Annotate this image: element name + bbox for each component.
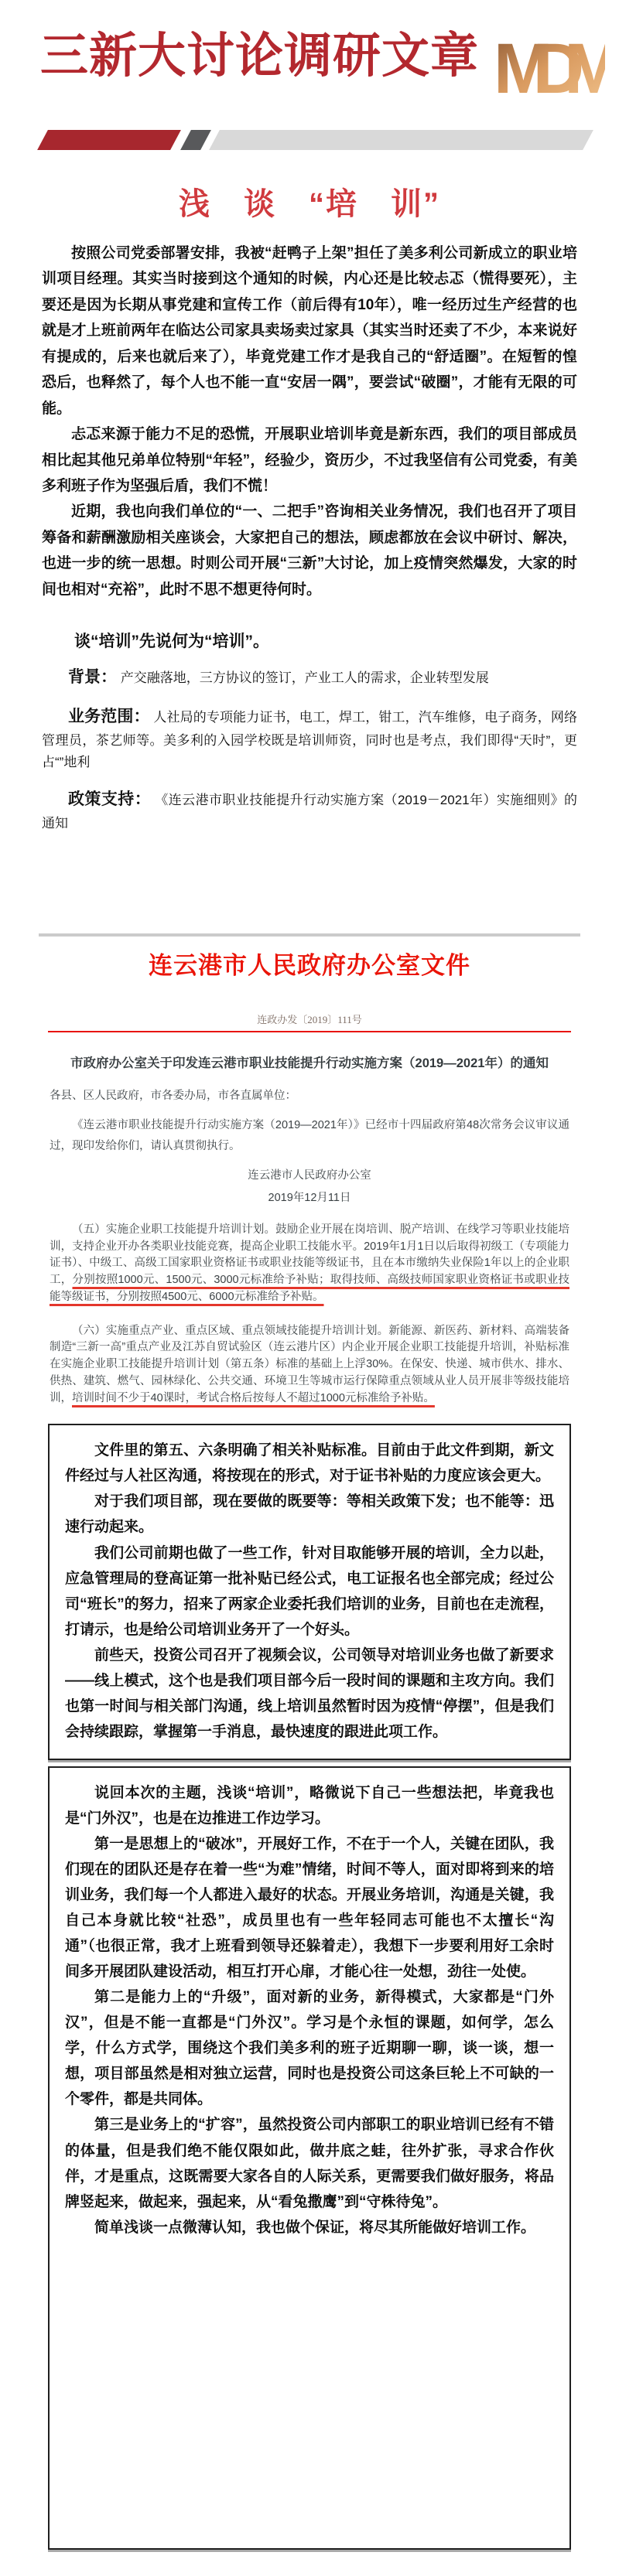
clause-6-underlined-text: 培训时间不少于40课时，考试合格后按每人不超过1000元标准给予补贴。 [72, 1391, 435, 1404]
gov-doc-body: 《连云港市职业技能提升行动实施方案（2019—2021年）》已经市十四届政府第48次常务会议审议通过，现印发给你们，请认真贯彻执行。 [50, 1119, 569, 1152]
article-title: 浅 谈 “培 训” [179, 187, 440, 221]
commentary-box-1 [48, 1424, 571, 1760]
article-paragraph: 忐忑来源于能力不足的恐慌，开展职业培训毕竟是新东西，我们的项目部成员相比起其他兄弟单位特别“年轻”，经验少，资历少，不过我坚信有公司党委，有美多利班子作为坚强后盾，我们不慌！ [42, 426, 577, 494]
gov-doc-date: 2019年12月11日 [268, 1191, 351, 1204]
business-scope-text: 人社局的专项能力证书，电工，焊工，钳工，汽车维修，电子商务，网络管理员，茶艺师等。美多利的入园学校既是培训师资，同时也是考点，我们即得“天时”，更占“”地利 [42, 709, 577, 770]
light-bar-segment [209, 130, 593, 150]
commentary-paragraph: 说回本次的主题，浅谈“培训”，略微说下自己一些想法把，毕竟我也是“门外汉”，也是在边推进工作边学习。 [65, 1784, 554, 1827]
article-body [42, 241, 577, 834]
clause-5-text: （五）实施企业职工技能提升培训计划。鼓励企业开展在岗培训、脱产培训、在线学习等职业技能培训，支持企业开办各类职业技能竞赛，提高企业职工技能水平。2019年1月1日以后取得初级工（专项能力证书）、中级工、高级工国家职业资格证书或职业技能等级证书，且在本市缴纳失业保险1年以上的企业职工， [50, 1223, 569, 1287]
commentary-box-2 [48, 1766, 571, 2550]
masthead-title: 三新大讨论调研文章 [40, 29, 480, 83]
decorative-bar [43, 130, 588, 150]
gov-doc-clause-6 [50, 1323, 569, 1407]
masthead [0, 0, 619, 118]
commentary-paragraph: 前些天，投资公司召开了视频会议，公司领导对培训业务也做了新要求——线上模式，这个也是我们项目部今后一段时间的课题和主攻方向。我们也第一时间与相关部门沟通，线上培训虽然暂时因为疫情“停摆”，但是我们会持续跟踪，掌握第一手消息，最快速度的跟进此项工作。 [65, 1646, 554, 1740]
government-document [39, 933, 580, 1407]
red-rule [48, 1031, 571, 1032]
policy-support-text: 《连云港市职业技能提升行动实施方案（2019－2021年）实施细则》的通知 [42, 792, 578, 831]
commentary-paragraph: 第三是业务上的“扩容”，虽然投资公司内部职工的职业培训已经有不错的体量，但是我们绝不能仅限如此，做井底之蛙，往外扩张，寻求合作伙伴，才是重点，这既需要大家各自的人际关系，更需要我们做好服务，将品牌竖起来，做起来，强起来，从“看兔撒鹰”到“守株待兔”。 [65, 2117, 554, 2210]
gov-doc-number: 连政办发〔2019〕111号 [257, 1014, 362, 1026]
section-heading: 谈“培训”先说何为“培训”。 [74, 633, 269, 651]
gov-doc-signer: 连云港市人民政府办公室 [248, 1169, 371, 1182]
commentary-paragraph: 简单浅谈一点微薄认知，我也做个保证，将尽其所能做好培训工作。 [94, 2219, 536, 2236]
policy-support-line [42, 786, 577, 835]
clause-6-text: （六）实施重点产业、重点区域、重点领域技能提升培训计划。新能源、新医药、新材料、高端装备制造“三新一高”重点产业及江苏自贸试验区（连云港片区）内企业开展企业职工技能提升培训，补贴标准在实施企业职工技能提升培训计划（第五条）标准的基础上上浮30%。在保安、快递、城市供水、排水、供热、建筑、燃气、园林绿化、公共交通、环境卫生等城市运行保障重点领域从业人员开展非等级技能培训， [50, 1324, 569, 1404]
brand-monogram-logo-icon [491, 22, 605, 107]
business-scope-label: 业务范围： [68, 707, 150, 725]
red-bar-segment [37, 130, 181, 150]
gov-doc-header: 连云港市人民政府办公室文件 [149, 952, 470, 980]
policy-support-label: 政策支持： [68, 790, 152, 808]
logo-letters: MDM [494, 29, 604, 107]
dark-bar-segment [180, 130, 211, 150]
gov-doc-clause-5 [50, 1222, 569, 1306]
background-line [42, 664, 577, 691]
commentary-paragraph: 第二是能力上的“升级”，面对新的业务，新得模式，大家都是“门外汉”，但是不能一直都是“门外汉”。学习是个永恒的课题，如何学，怎么学，什么方式学，围绕这个我们美多利的班子近期聊一聊，谈一谈，想一想，项目部虽然是相对独立运营，同时也是投资公司这条巨轮上不可缺的一个零件，都是共同体。 [65, 1989, 554, 2108]
commentary-paragraph: 对于我们项目部，现在要做的既要等：等相关政策下发；也不能等：迅速行动起来。 [65, 1493, 554, 1536]
commentary-paragraph: 第一是思想上的“破冰”，开展好工作，不在于一个人，关键在团队，我们现在的团队还是存在着一些“为难”情绪，时间不等人，面对即将到来的培训业务，我们每一个人都进入最好的状态。开展业务培训，沟通是关键，我自己本身就比较“社恐”，成员里也有一些年轻同志可能也不太擅长“沟通”（也很正常，我才上班看到领导还躲着走），我想下一步要利用好工余时间多开展团队建设活动，相互打开心扉，才能心往一处想，劲往一处使。 [65, 1835, 554, 1981]
bottom-margin [0, 2550, 619, 2576]
gov-doc-salutation: 各县、区人民政府，市各委办局，市各直属单位： [50, 1090, 296, 1103]
commentary-paragraph: 我们公司前期也做了一些工作，针对目取能够开展的培训，全力以赴，应急管理局的登高证第一批补贴已经公式，电工证报名也全部完成；经过公司“班长”的努力，招来了两家企业委托我们培训的业务，目前也在走流程，打请示，也是给公司培训业务开了一个好头。 [65, 1544, 554, 1638]
article-paragraph: 按照公司党委部署安排，我被“赶鸭子上架”担任了美多利公司新成立的职业培训项目经理。其实当时接到这个通知的时候，内心还是比较忐忑（慌得要死），主要还是因为长期从事党建和宣传工作（前后得有10年），唯一经历过生产经营的也就是才上班前两年在临达公司家具卖场卖过家具（其实当时还卖了不少，本来说好有提成的，后来也就后来了），毕竟党建工作才是我自己的“舒适圈”。在短暂的惶恐后，也释然了，每个人也不能一直“安居一隅”，要尝试“破圈”，才能有无限的可能。 [42, 245, 577, 417]
commentary-paragraph: 文件里的第五、六条明确了相关补贴标准。目前由于此文件到期，新文件经过与人社区沟通，将按现在的形式，对于证书补贴的力度应该会更大。 [65, 1442, 554, 1485]
background-text: 产交融落地，三方协议的签订，产业工人的需求，企业转型发展 [120, 670, 489, 686]
clause-5-underlined-text: 分别按照1000元、1500元、3000元标准给予补贴；取得技师、高级技师国家职业资格证书或职业技能等级证书，分别按照4500元、6000元标准给予补贴。 [50, 1274, 569, 1303]
gov-doc-title: 市政府办公室关于印发连云港市职业技能提升行动实施方案（2019—2021年）的通知 [70, 1056, 549, 1071]
business-scope-line [42, 704, 577, 774]
article-paragraph: 近期，我也向我们单位的“一、二把手”咨询相关业务情况，我们也召开了项目筹备和薪酬激励相关座谈会，大家把自己的想法，顾虑都放在会议中研讨、解决，也进一步的统一思想。时则公司开展“三新”大讨论，加上疫情突然爆发，大家的时间也相对“充裕”，此时不思不想更待何时。 [42, 503, 577, 598]
background-label: 背景： [68, 668, 117, 687]
